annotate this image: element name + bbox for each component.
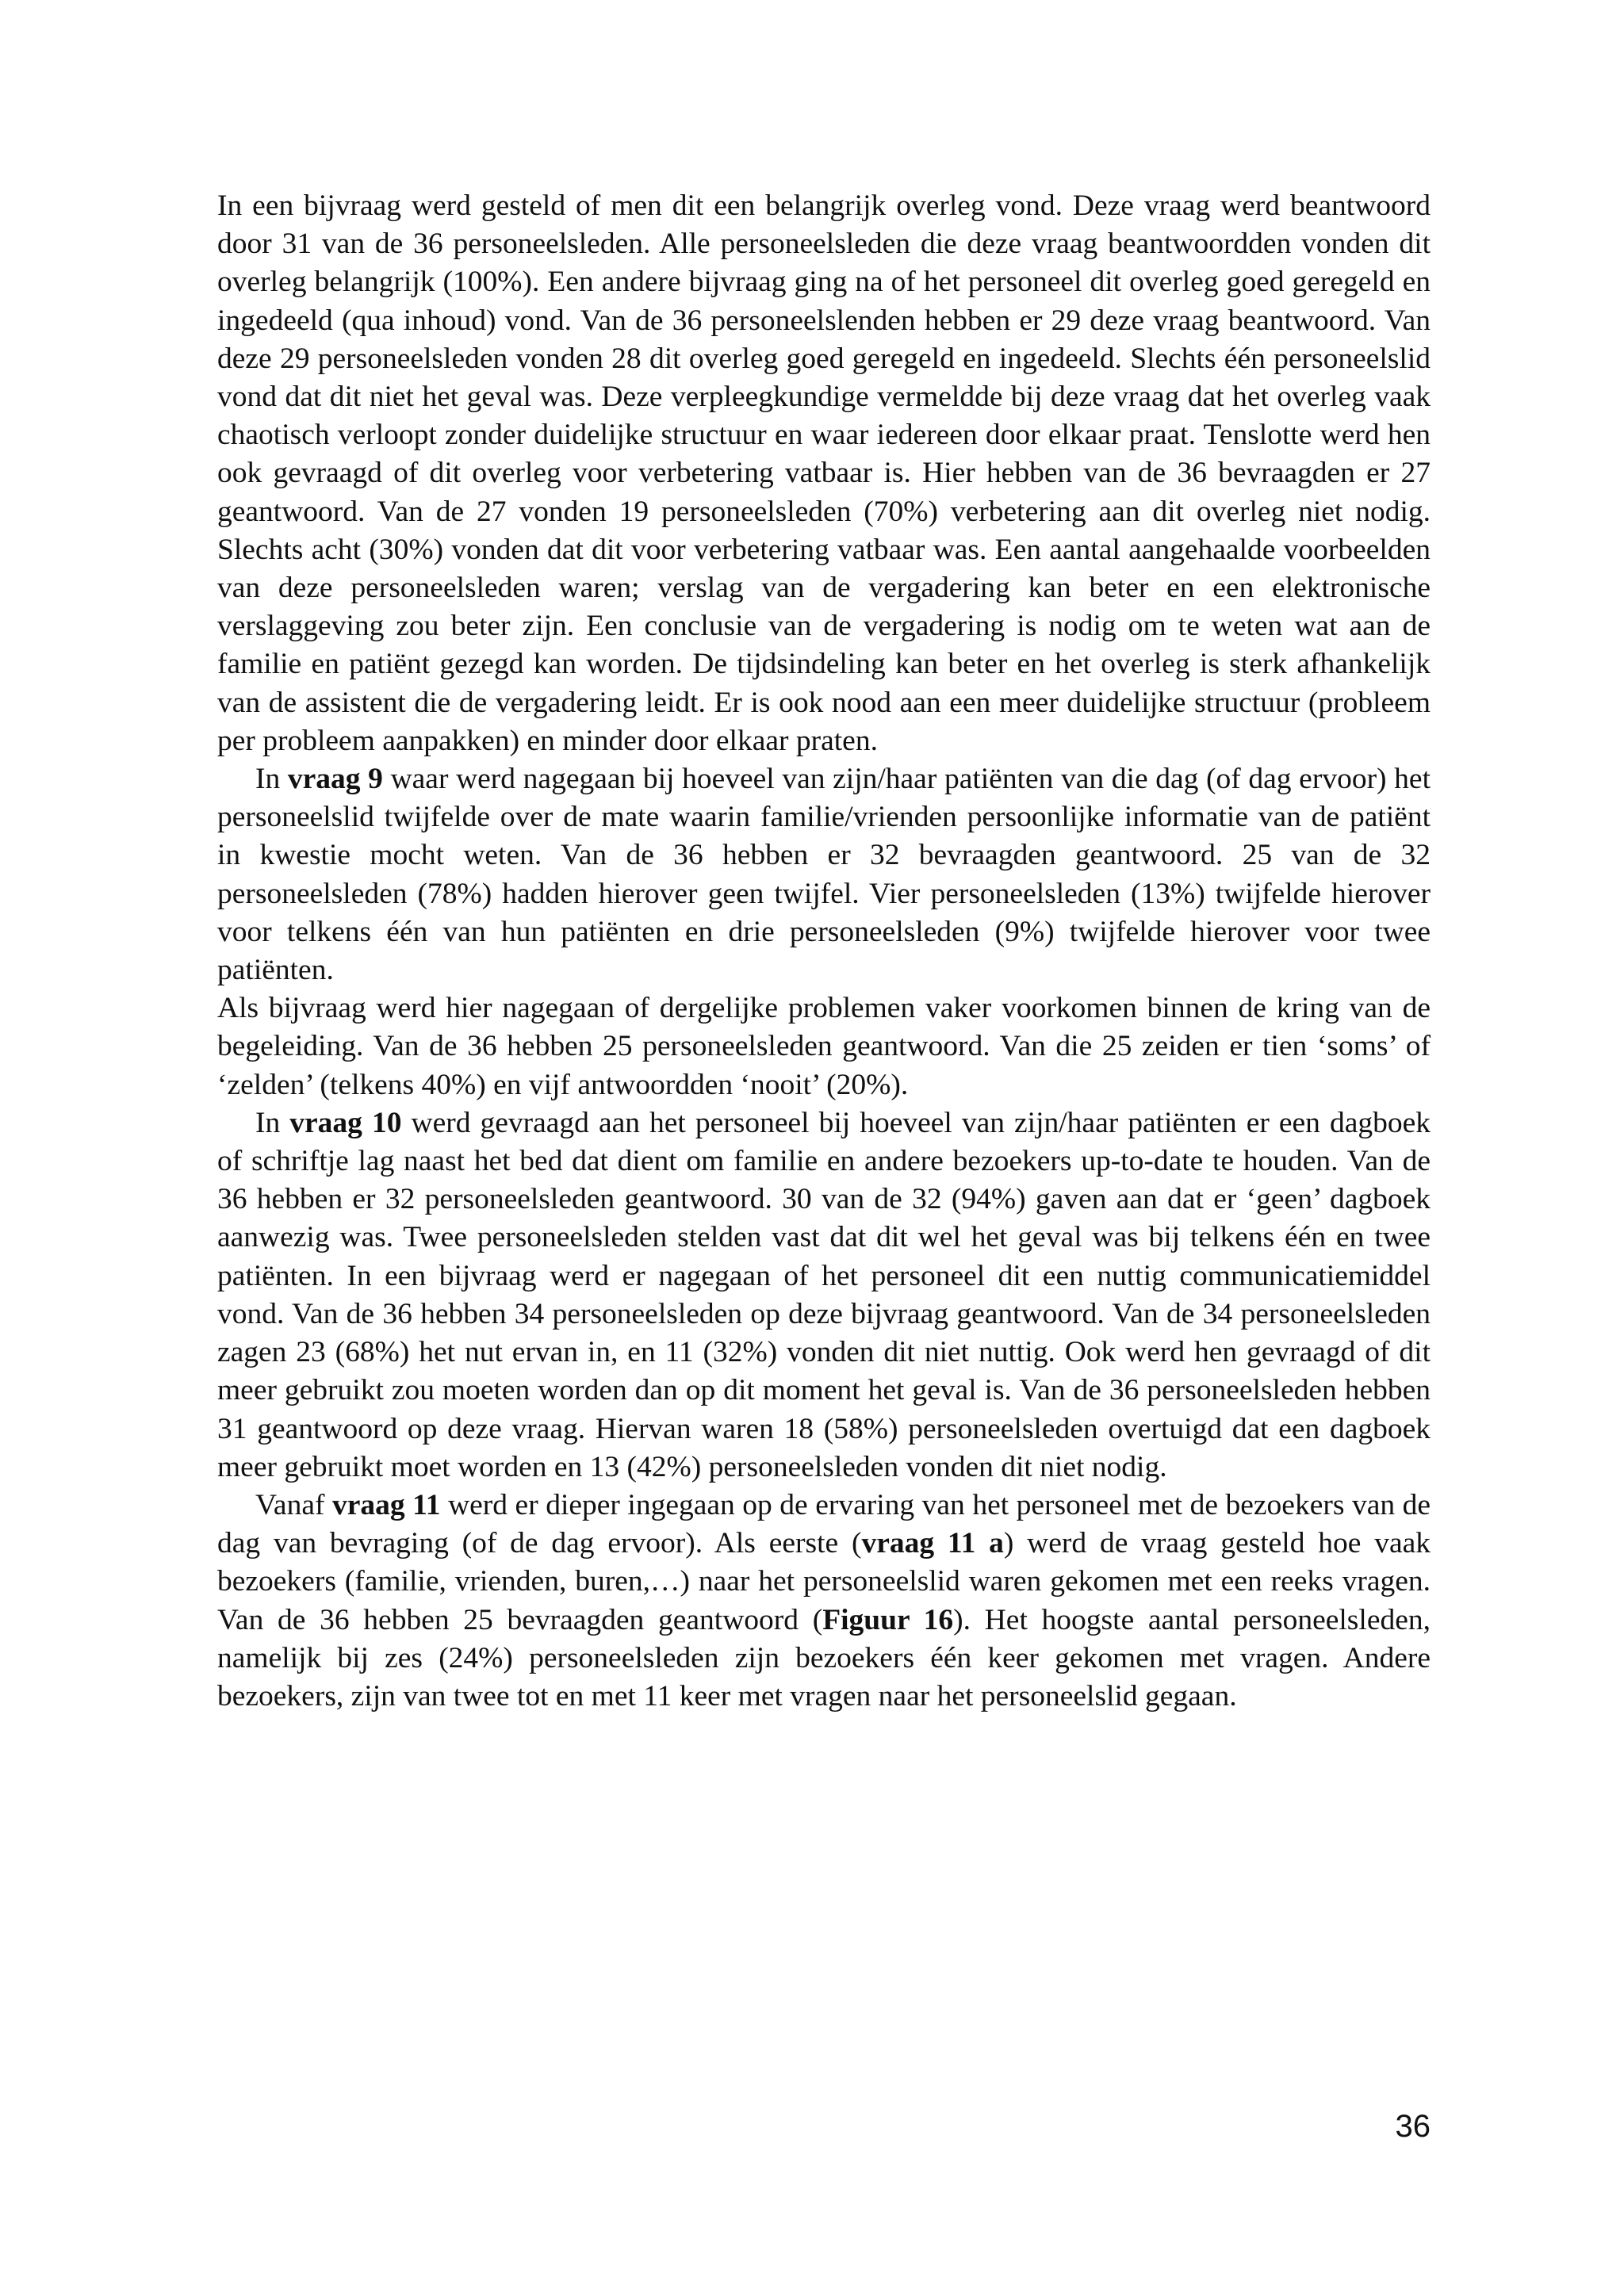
figure-ref-figuur-16: Figuur 16 [822,1603,954,1636]
text-run: Vanaf [255,1488,332,1521]
text-run: In [255,763,288,796]
text-run: werd gevraagd aan het personeel bij hoeveel van zijn/haar patiënten er een dagboek of schriftje lag naast het bed dat dient om familie en andere bezoekers up-to-date te houden. Van de 36 hebben er 32 personeelsleden geantwoord. 30 van de 32 (94%) gaven aan dat er ‘geen’ dagboek aanwezig was. Twee personeelsleden stelden vast dat dit wel het geval was bij telkens één en twee patiënten. In een bijvraag werd er nagegaan of het personeel dit een nuttig communicatiemiddel vond. Van de 36 hebben 34 personeelsleden op deze bijvraag geantwoord. Van de 34 personeelsleden zagen 23 (68%) het nut ervan in, en 11 (32%) vonden dit niet nuttig. Ook werd hen gevraagd of dit meer gebruikt zou moeten worden dan op dit moment het geval is. Van de 36 personeelsleden hebben 31 geantwoord op deze vraag. Hiervan waren 18 (58%) personeelsleden overtuigd dat een dagboek meer gebruikt moet worden en 13 (42%) personeelsleden vonden dit niet nodig. [217,1106,1431,1483]
paragraph-vraag-9 [217,760,1431,989]
paragraph-overleg: In een bijvraag werd gesteld of men dit een belangrijk overleg vond. Deze vraag werd beantwoord door 31 van de 36 personeelsleden. Alle personeelsleden die deze vraag beantwoordden vonden dit overleg belangrijk (100%). Een andere bijvraag ging na of het personeel dit overleg goed geregeld en ingedeeld (qua inhoud) vond. Van de 36 personeelslenden hebben er 29 deze vraag beantwoord. Van deze 29 personeelsleden vonden 28 dit overleg goed geregeld en ingedeeld. Slechts één personeelslid vond dat dit niet het geval was. Deze verpleegkundige vermeldde bij deze vraag dat het overleg vaak chaotisch verloopt zonder duidelijke structuur en waar iedereen door elkaar praat. Tenslotte werd hen ook gevraagd of dit overleg voor verbetering vatbaar is. Hier hebben van de 36 bevraagden er 27 geantwoord. Van de 27 vonden 19 personeelsleden (70%) verbetering aan dit overleg niet nodig. Slechts acht (30%) vonden dat dit voor verbetering vatbaar was. Een aantal aangehaalde voorbeelden van deze personeelsleden waren; verslag van de vergadering kan beter en een elektronische verslaggeving zou beter zijn. Een conclusie van de vergadering is nodig om te weten wat aan de familie en patiënt gezegd kan worden. De tijdsindeling kan beter en het overleg is sterk afhankelijk van de assistent die de vergadering leidt. Er is ook nood aan een meer duidelijke structuur (probleem per probleem aanpakken) en minder door elkaar praten. [217,189,1431,757]
question-ref-vraag-9: vraag 9 [287,763,383,796]
question-ref-vraag-11: vraag 11 [331,1488,441,1521]
text-run: werd er dieper ingegaan op de ervaring van het personeel met de bezoekers van de dag van bevraging (of de dag ervoor). Als eerste ( [217,1488,1431,1560]
text-run: waar werd nagegaan bij hoeveel van zijn/haar patiënten van die dag (of dag ervoor) het personeelslid twijfelde over de mate waarin familie/vrienden persoonlijke informatie van de patiënt in kwestie mocht weten. Van de 36 hebben er 32 bevraagden geantwoord. 25 van de 32 personeelsleden (78%) hadden hierover geen twijfel. Vier personeelsleden (13%) twijfelde hierover voor telkens één van hun patiënten en drie personeelsleden (9%) twijfelde hierover voor twee patiënten. [217,763,1431,987]
question-ref-vraag-10: vraag 10 [289,1106,402,1139]
question-ref-vraag-11a: vraag 11 a [861,1527,1004,1560]
paragraph-vraag-11 [217,1487,1431,1716]
text-run: ) werd de vraag gesteld hoe vaak bezoekers (familie, vrienden, buren,…) naar het personeelslid waren gekomen met een reeks vragen. Van de 36 hebben 25 bevraagden geantwoord ( [217,1527,1431,1636]
text-run: In [255,1106,290,1139]
text-run: ). Het hoogste aantal personeelsleden, namelijk bij zes (24%) personeelsleden zijn bezoekers één keer gekomen met vragen. Andere bezoekers, zijn van twee tot en met 11 keer met vragen naar het personeelslid gegaan. [217,1603,1431,1712]
paragraph-bijvraag: Als bijvraag werd hier nagegaan of dergelijke problemen vaker voorkomen binnen de kring van de begeleiding. Van de 36 hebben 25 personeelsleden geantwoord. Van die 25 zeiden er tien ‘soms’ of ‘zelden’ (telkens 40%) en vijf antwoordden ‘nooit’ (20%). [217,992,1431,1101]
page-number: 36 [1395,2109,1431,2144]
body-text [217,187,1431,1716]
paragraph-vraag-10 [217,1104,1431,1487]
